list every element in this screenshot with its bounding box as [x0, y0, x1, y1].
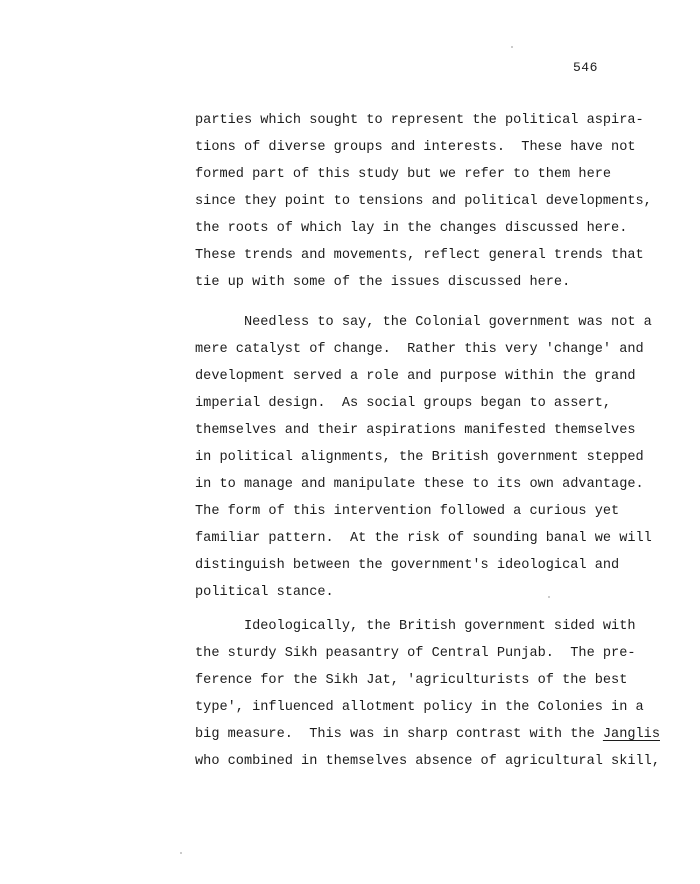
text-line: the roots of which lay in the changes discussed here.	[195, 221, 628, 236]
text-line: parties which sought to represent the political aspira-	[195, 113, 644, 128]
text-line: tie up with some of the issues discussed here.	[195, 275, 571, 290]
text-line: mere catalyst of change. Rather this very 'change' and	[195, 342, 644, 357]
text-line: themselves and their aspirations manifested themselves	[195, 423, 636, 438]
text-line: type', influenced allotment policy in the Colonies in a	[195, 700, 644, 715]
text-line: Needless to say, the Colonial government was not a	[195, 315, 652, 330]
text-line: Ideologically, the British government sided with	[195, 619, 636, 634]
text-line: development served a role and purpose within the grand	[195, 369, 636, 384]
text-line	[195, 726, 660, 744]
text-line: imperial design. As social groups began to assert,	[195, 396, 612, 411]
text-line: The form of this intervention followed a curious yet	[195, 504, 620, 519]
text-line: who combined in themselves absence of agricultural skill,	[195, 754, 660, 769]
text-line: the sturdy Sikh peasantry of Central Punjab. The pre-	[195, 646, 636, 661]
text-line-lead: big measure. This was in sharp contrast with the	[195, 727, 603, 742]
page-number: 546	[573, 60, 598, 75]
scan-speck	[180, 852, 182, 854]
text-line: distinguish between the government's ideological and	[195, 558, 620, 573]
text-line: These trends and movements, reflect general trends that	[195, 248, 644, 263]
text-line: formed part of this study but we refer to them here	[195, 167, 612, 182]
text-line: political stance.	[195, 585, 334, 600]
text-line: in to manage and manipulate these to its own advantage.	[195, 477, 644, 492]
text-line: familiar pattern. At the risk of sounding banal we will	[195, 531, 652, 546]
text-line: in political alignments, the British government stepped	[195, 450, 644, 465]
underlined-term: Janglis	[602, 727, 660, 742]
text-line: ference for the Sikh Jat, 'agriculturists of the best	[195, 673, 628, 688]
text-line: since they point to tensions and political developments,	[195, 194, 652, 209]
text-line: tions of diverse groups and interests. These have not	[195, 140, 636, 155]
scan-speck	[511, 46, 513, 48]
scan-speck	[548, 596, 550, 598]
